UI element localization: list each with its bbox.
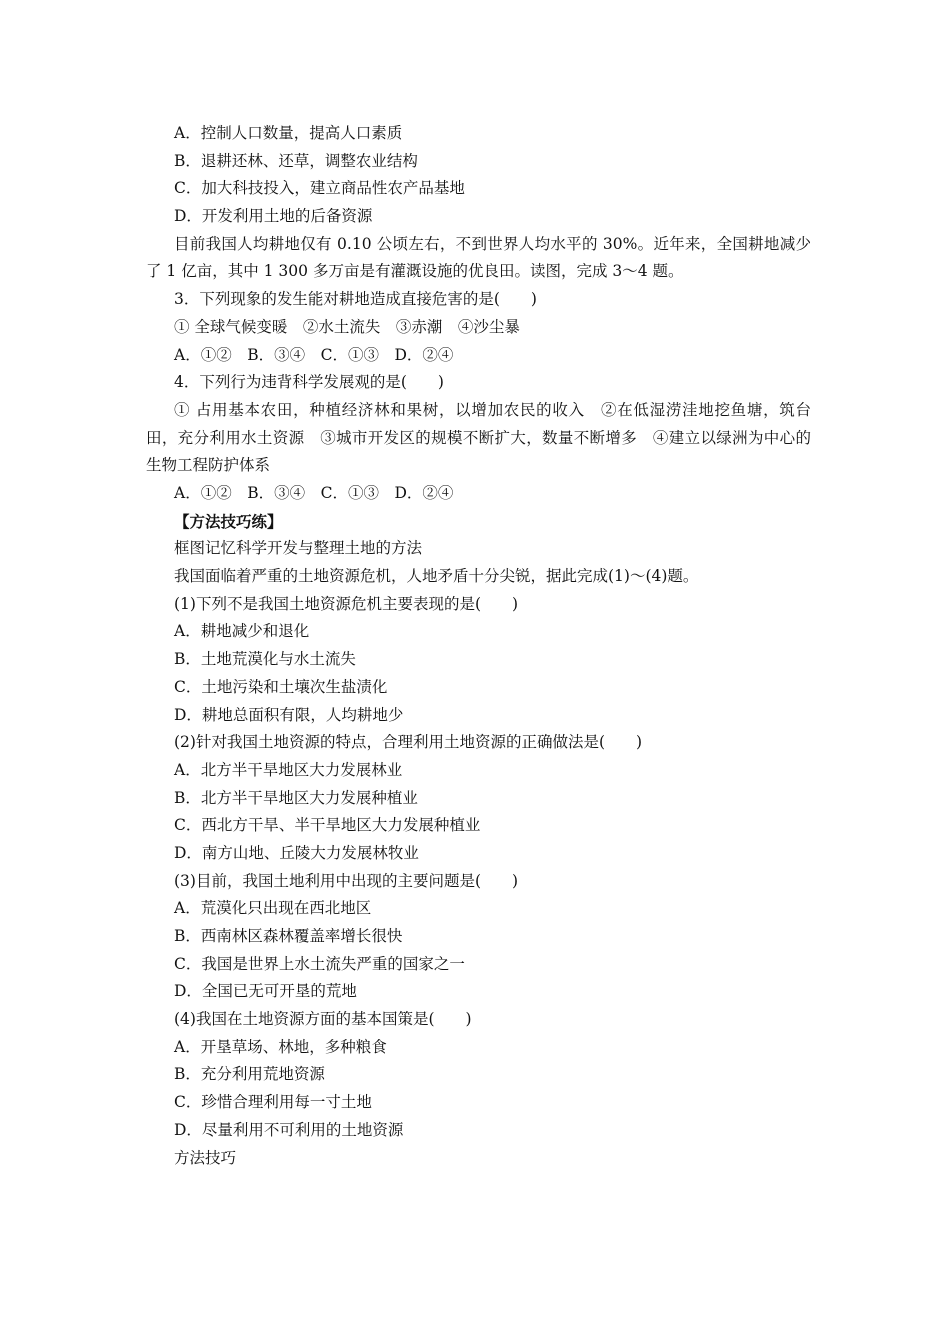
sub2-option-c: C．西北方干旱、半干旱地区大力发展种植业: [174, 816, 481, 835]
sub1-option-d: D．耕地总面积有限，人均耕地少: [174, 705, 404, 724]
sub2-option-b: B．北方半干旱地区大力发展种植业: [174, 788, 418, 807]
sub4-option-b: B．充分利用荒地资源: [174, 1065, 325, 1084]
option-a: A．控制人口数量，提高人口素质: [174, 124, 403, 142]
sub3-option-b: B．西南林区森林覆盖率增长很快: [174, 927, 403, 946]
document-page: [146, 120, 811, 1172]
sub1-stem: (1)下列不是我国土地资源危机主要表现的是( ): [174, 594, 519, 613]
section-subheading: 框图记忆科学开发与整理土地的方法: [174, 539, 423, 558]
sub1-option-b: B．土地荒漠化与水土流失: [174, 650, 356, 669]
option-b: B．退耕还林、还草，调整农业结构: [174, 151, 418, 170]
q4-stem: 4．下列行为违背科学发展观的是( ): [174, 373, 444, 392]
option-d: D．开发利用土地的后备资源: [174, 207, 373, 226]
section-intro: 我国面临着严重的土地资源危机，人地矛盾十分尖锐，据此完成(1)～(4)题。: [174, 567, 699, 586]
q4-choices: A．①② B．③④ C．①③ D．②④: [174, 484, 454, 503]
q4-items: ① 占用基本农田，种植经济林和果树，以增加农民的收入 ②在低湿涝洼地挖鱼塘，筑台田，充分利用水土资源 ③城市开发区的规模不断扩大，数量不断增多 ④建立以绿洲为中心的生物工程防护体系: [146, 400, 811, 475]
sub3-stem: (3)目前，我国土地利用中出现的主要问题是( ): [174, 871, 519, 890]
sub2-stem: (2)针对我国土地资源的特点，合理利用土地资源的正确做法是( ): [174, 733, 643, 752]
footer-label: 方法技巧: [174, 1148, 237, 1167]
sub3-option-d: D．全国已无可开垦的荒地: [174, 982, 357, 1001]
sub1-option-a: A．耕地减少和退化: [174, 622, 310, 641]
option-c: C．加大科技投入，建立商品性农产品基地: [174, 179, 465, 198]
sub4-option-a: A．开垦草场、林地，多种粮食: [174, 1037, 387, 1056]
q3-stem: 3．下列现象的发生能对耕地造成直接危害的是( ): [174, 290, 537, 309]
sub2-option-a: A．北方半干旱地区大力发展林业: [174, 760, 403, 779]
sub4-option-d: D．尽量利用不可利用的土地资源: [174, 1120, 404, 1139]
sub4-option-c: C．珍惜合理利用每一寸土地: [174, 1093, 372, 1112]
q3-items: ① 全球气候变暖 ②水土流失 ③赤潮 ④沙尘暴: [174, 317, 520, 336]
sub1-option-c: C．土地污染和土壤次生盐渍化: [174, 677, 388, 696]
sub2-option-d: D．南方山地、丘陵大力发展林牧业: [174, 843, 419, 862]
q3-choices: A．①② B．③④ C．①③ D．②④: [174, 345, 454, 364]
passage-intro: 目前我国人均耕地仅有 0.10 公顷左右，不到世界人均水平的 30%。近年来，全国耕地减少了 1 亿亩，其中 1 300 多万亩是有灌溉设施的优良田。读图，完成 3～4 题。: [146, 234, 811, 281]
sub3-option-c: C．我国是世界上水土流失严重的国家之一: [174, 954, 465, 973]
section-heading: 【方法技巧练】: [174, 511, 283, 531]
sub3-option-a: A．荒漠化只出现在西北地区: [174, 899, 372, 918]
sub4-stem: (4)我国在土地资源方面的基本国策是( ): [174, 1010, 472, 1029]
